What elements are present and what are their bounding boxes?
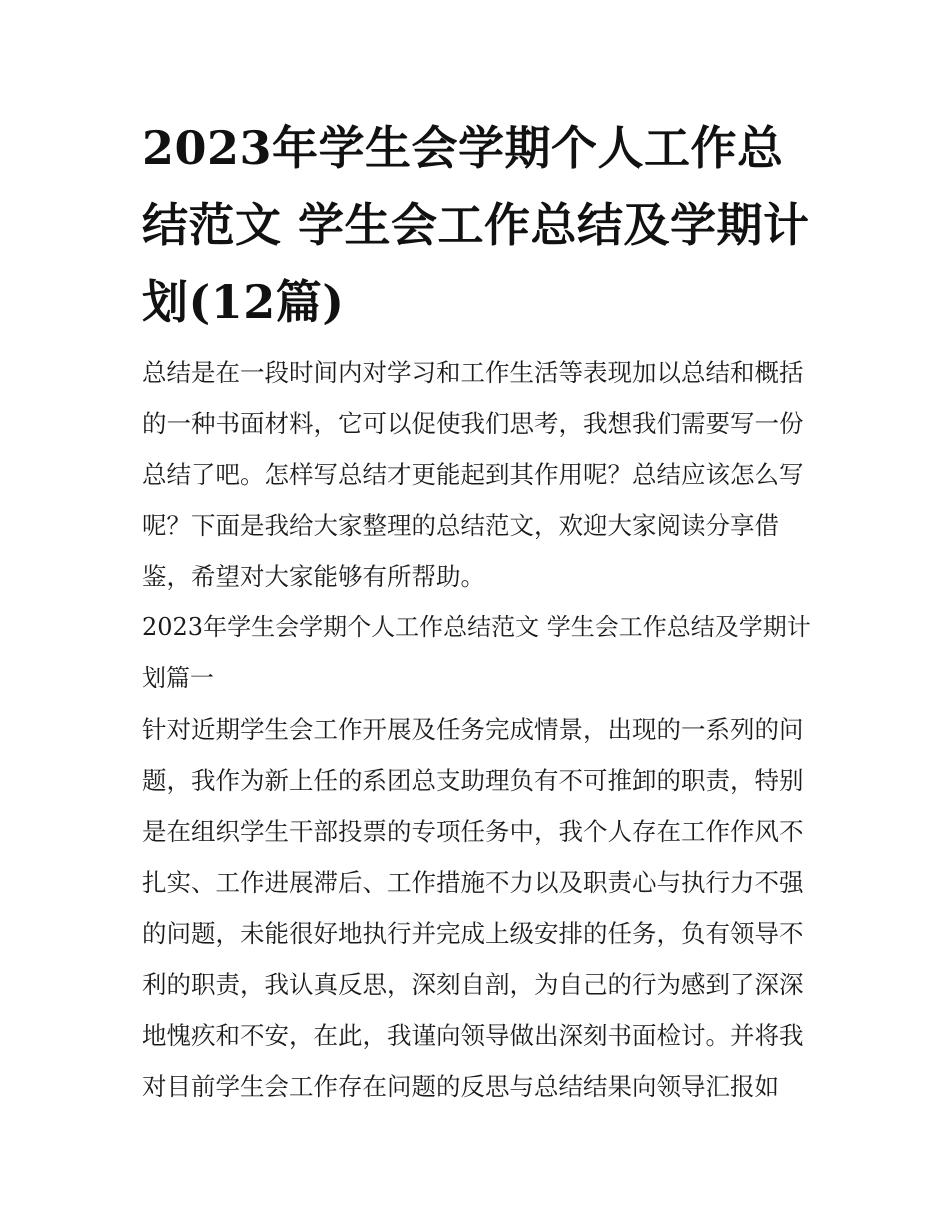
document-content xyxy=(142,110,814,1112)
section-heading: 2023年学生会学期个人工作总结范文 学生会工作总结及学期计划篇一 xyxy=(142,613,811,692)
body-paragraph: 针对近期学生会工作开展及任务完成情景，出现的一系列的问题，我作为新上任的系团总支助理负有不可推卸的职责，特别是在组织学生干部投票的专项任务中，我个人存在工作作风不扎实、工作进展滞后、工作措施不力以及职责心与执行力不强的问题，未能很好地执行并完成上级安排的任务，负有领导不利的职责，我认真反思，深刻自剖，为自己的行为感到了深深地愧疚和不安，在此，我谨向领导做出深刻书面检讨。并将我对目前学生会工作存在问题的反思与总结结果向领导汇报如 xyxy=(142,715,804,1101)
document-title: 2023年学生会学期个人工作总结范文 学生会工作总结及学期计划(12篇) xyxy=(142,121,810,329)
intro-paragraph: 总结是在一段时间内对学习和工作生活等表现加以总结和概括的一种书面材料，它可以促使我们思考，我想我们需要写一份总结了吧。怎样写总结才更能起到其作用呢？总结应该怎么写呢？下面是我给大家整理的总结范文，欢迎大家阅读分享借鉴，希望对大家能够有所帮助。 xyxy=(142,358,804,591)
title-block xyxy=(142,110,814,341)
